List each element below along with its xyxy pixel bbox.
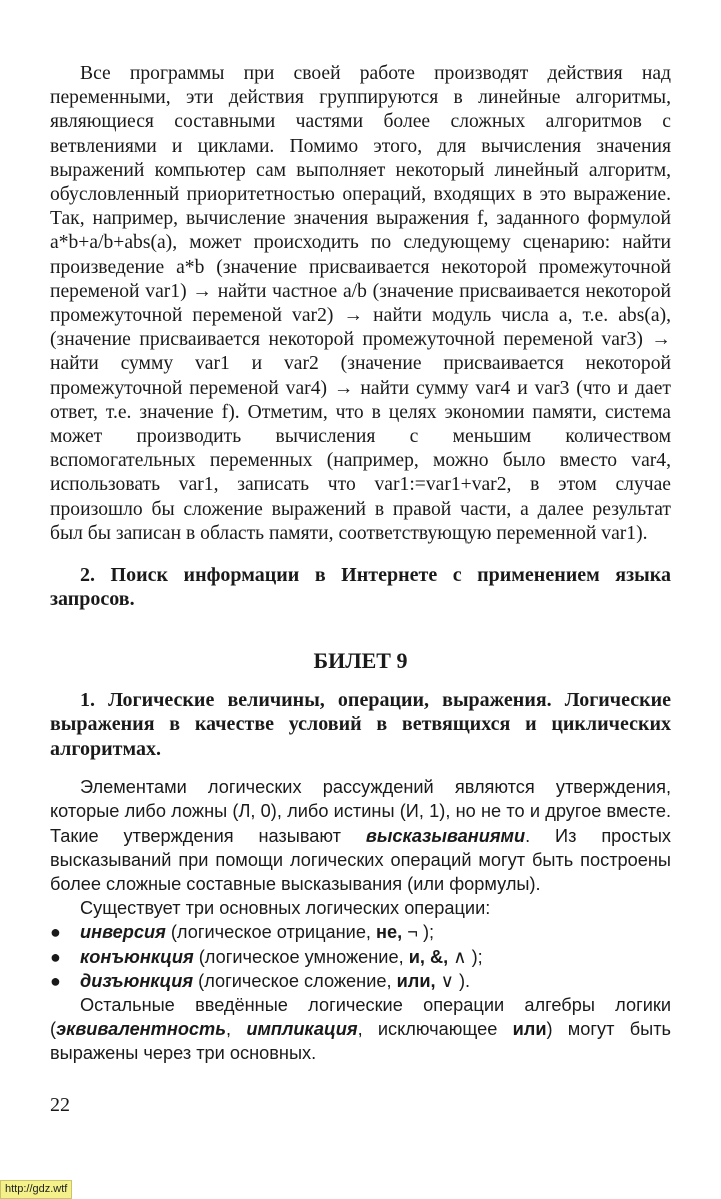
operation-bold: или, bbox=[396, 970, 436, 991]
logic-paragraph-after: . Из простых высказываний при помощи логических операций могут быть построены более сложные составные высказывания (или формулы). bbox=[50, 825, 671, 894]
operation-text-before: (логическое сложение, bbox=[193, 970, 397, 991]
list-item bbox=[50, 969, 671, 993]
operation-text-before: (логическое умножение, bbox=[193, 946, 409, 967]
operation-symbol: ∧ bbox=[448, 946, 472, 967]
operation-bold: не, bbox=[376, 922, 403, 943]
operation-term: конъюнкция bbox=[80, 946, 194, 967]
question-2-heading: 2. Поиск информации в Интернете с применением языка запросов. bbox=[50, 564, 671, 611]
ticket-title: БИЛЕТ 9 bbox=[313, 647, 408, 673]
operation-symbol: ¬ bbox=[402, 922, 423, 943]
operations-intro: Существует три основных логических операции: bbox=[80, 898, 491, 919]
logic-paragraph-term: высказываниями bbox=[365, 825, 526, 846]
closing-term-2: импликация bbox=[246, 1019, 358, 1040]
operation-text-after: ); bbox=[422, 922, 435, 943]
operation-text-after: ); bbox=[471, 946, 483, 967]
operation-bold: и, &, bbox=[408, 946, 449, 967]
operation-symbol: ∨ bbox=[435, 970, 459, 991]
closing-paragraph bbox=[50, 993, 671, 1066]
watermark-link[interactable]: http://gdz.wtf bbox=[0, 1180, 72, 1199]
closing-term-1: эквивалентность bbox=[56, 1019, 227, 1040]
bullet-icon: ● bbox=[50, 970, 61, 991]
logic-section bbox=[50, 775, 671, 1065]
logic-paragraph bbox=[50, 775, 671, 896]
operation-text-before: (логическое отрицание, bbox=[165, 922, 377, 943]
operation-term: дизъюнкция bbox=[80, 970, 194, 991]
intro-paragraph: Все программы при своей работе производят действия над переменными, эти действия группируются в линейные алгоритмы, являющиеся составными частями более сложных алгоритмов с ветвлениями и циклами. Помимо этого, для вычисления значения выражений компьютер сам выполняет некоторый линейный алгоритм, обусловленный приоритетностью операций, входящих в это выражение. Так, например, вычисление значения выражения f, заданного формулой a*b+a/b+abs(a), может происходить по следующему сценарию: найти произведение a*b (значение присваивается некоторой промежуточной переменой var1) → найти частное a/b (значение присваивается некоторой промежуточной переменой var2) → найти модуль числа a, т.е. abs(a), (значение присваивается некоторой промежуточной переменой var3) → найти сумму var1 и var2 (значение присваиваетcя некоторой промежуточной переменой var4) → найти сумму var4 и var3 (что и дает ответ, т.е. значение f). Отметим, что в целях экономии памяти, система может производить вычисления с меньшим количеством вспомогательных переменных (например, можно было вместо var4, использовать var1, записать что var1:=var1+var2, в этом случае произошло бы сложение выражений в правой части, а далее результат был бы записан в область памяти, соответствующую переменной var1). bbox=[50, 63, 671, 544]
list-item bbox=[50, 920, 671, 944]
list-item bbox=[50, 945, 671, 969]
page-body bbox=[50, 62, 671, 1066]
closing-before: Остальные введённые логические операции алгебры логики ( bbox=[50, 994, 671, 1040]
operation-term: инверсия bbox=[80, 922, 166, 943]
operation-text-after: ). bbox=[458, 970, 471, 991]
page-number: 22 bbox=[50, 1094, 70, 1116]
question-1-heading: 1. Логические величины, операции, выражения. Логические выражения в качестве условий в ветвящихся и циклических алгоритмах. bbox=[50, 688, 671, 760]
bullet-icon: ● bbox=[50, 922, 61, 943]
closing-middle: , исключающее bbox=[357, 1019, 513, 1040]
operations-list bbox=[50, 920, 671, 993]
closing-bold: или bbox=[512, 1019, 547, 1040]
bullet-icon: ● bbox=[50, 946, 61, 967]
closing-after: ) могут быть выражены через три основных. bbox=[50, 1019, 671, 1064]
closing-sep: , bbox=[226, 1019, 247, 1040]
logic-paragraph-before: Элементами логических рассуждений являются утверждения, которые либо ложны (Л, 0), либо истины (И, 1), но не то и другое вместе. Такие утверждения называют bbox=[50, 777, 671, 846]
